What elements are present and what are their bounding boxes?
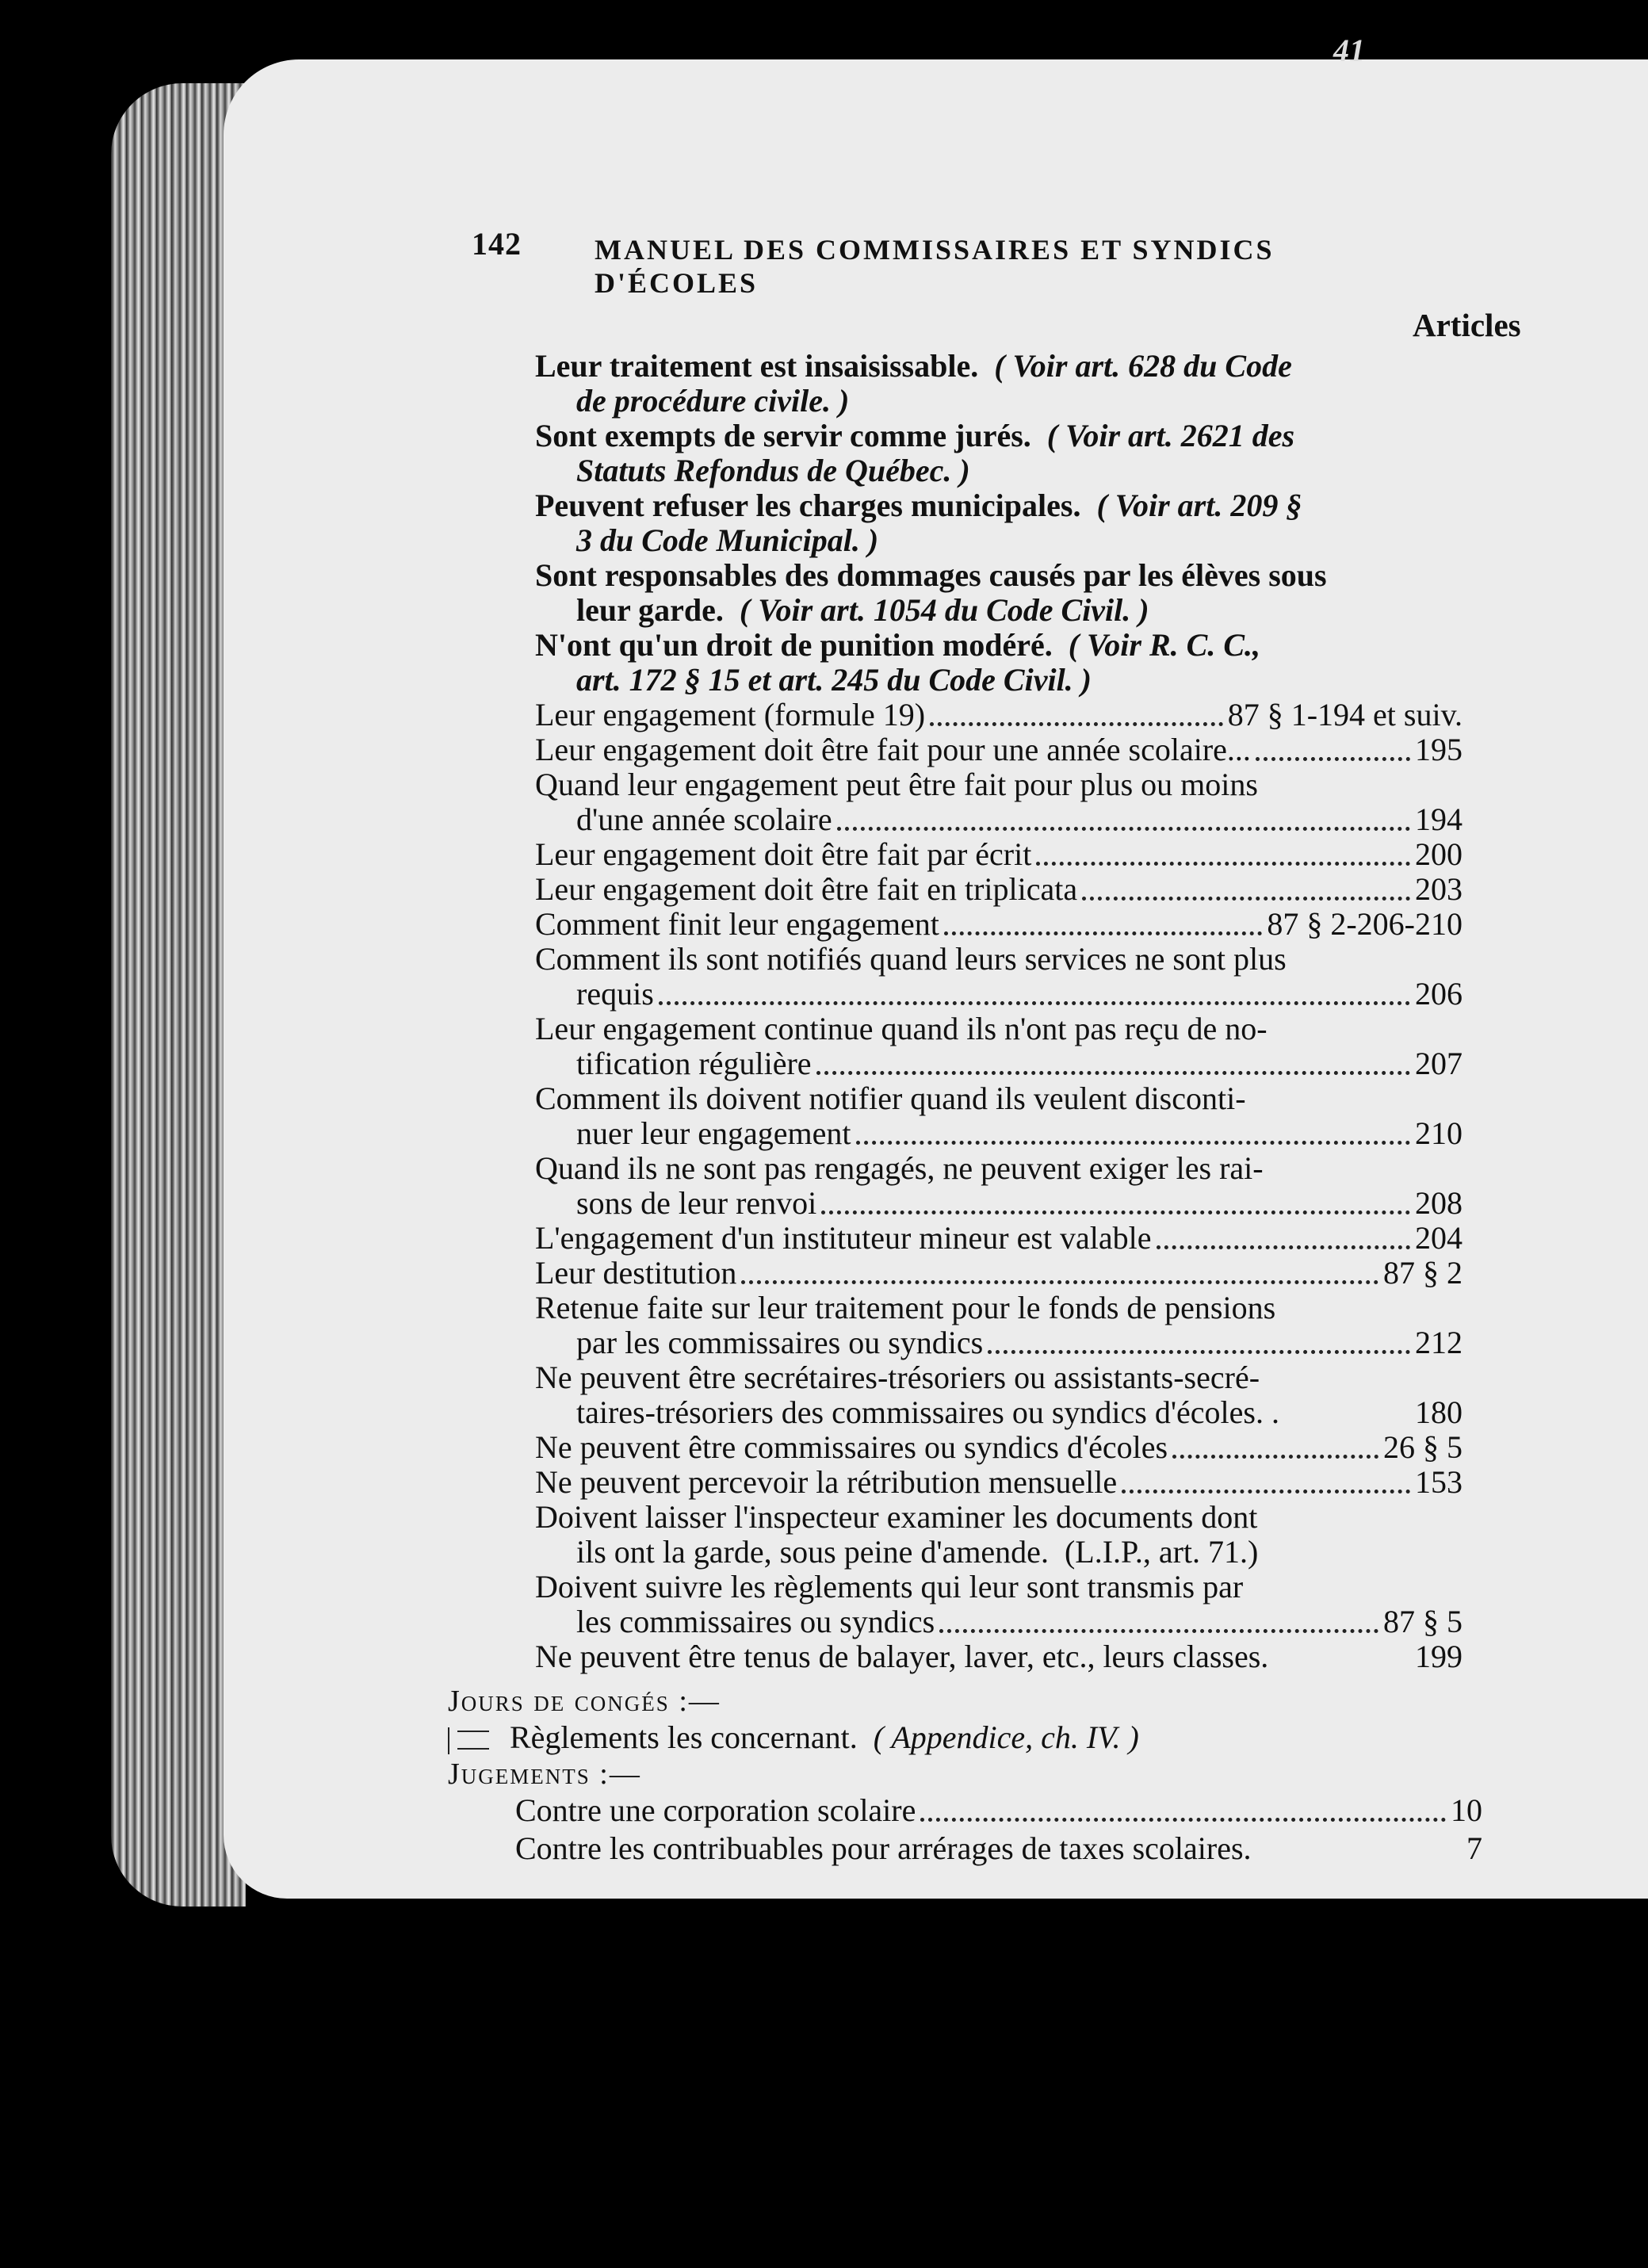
index-entry [535, 1639, 1463, 1674]
dot-leader [1036, 862, 1410, 866]
ditto-bracket [448, 1727, 497, 1754]
entry-text: Comment ils sont notifiés quand leurs services ne sont plus [535, 942, 1287, 977]
index-entry [535, 837, 1463, 872]
section-entry [515, 1831, 1482, 1866]
entry-text-continued: taires-trésoriers des commissaires ou syndics d'écoles. . [576, 1394, 1279, 1430]
entry-text: Comment ils doivent notifier quand ils veulent disconti- [535, 1081, 1246, 1116]
dot-leader [816, 1071, 1410, 1075]
entry-text-continued: nuer leur engagement [576, 1115, 851, 1151]
entry-ref: 206 [1415, 976, 1463, 1012]
entry-text: Contre une corporation scolaire [515, 1792, 916, 1828]
index-entry [535, 767, 1463, 837]
entry-ref: 203 [1415, 871, 1463, 907]
entry-text: Leur engagement continue quand ils n'ont pas reçu de no- [535, 1012, 1268, 1046]
dot-leader [1082, 897, 1410, 901]
entry-text-continued: sons de leur renvoi [576, 1185, 817, 1221]
entry-text: Leur destitution [535, 1255, 737, 1291]
entry-text: Contre les contribuables pour arrérages de taxes scolaires. [515, 1830, 1252, 1866]
entry-note-continued: art. 172 § 15 et art. 245 du Code Civil. ) [576, 663, 1092, 698]
entry-note: ( Voir art. 628 du Code [994, 349, 1292, 384]
entry-ref: 195 [1415, 732, 1463, 767]
index-entry [535, 1081, 1463, 1151]
index-entry [535, 907, 1463, 942]
entry-note: ( Appendice, ch. IV. ) [873, 1719, 1139, 1755]
entry-text: Quand ils ne sont pas rengagés, ne peuvent exiger les rai- [535, 1151, 1264, 1186]
entry-text-continued: d'une année scolaire [576, 801, 832, 837]
entry-ref: 153 [1415, 1464, 1463, 1500]
dot-leader [930, 722, 1223, 726]
entry-text: Ne peuvent être tenus de balayer, laver, etc., leurs classes. [535, 1639, 1269, 1674]
entry-ref: 87 § 2 [1383, 1255, 1463, 1291]
entry-ref: 212 [1415, 1325, 1463, 1360]
index-entry [535, 419, 1463, 488]
entry-text: Comment finit leur engagement [535, 906, 939, 942]
index-entry [535, 628, 1463, 698]
column-header-articles: Articles [1413, 307, 1521, 343]
index-entry [535, 732, 1463, 767]
entry-ref: 26 § 5 [1383, 1429, 1463, 1465]
entry-text: Sont exempts de servir comme jurés. [535, 419, 1031, 453]
entry-text: Leur engagement doit être fait par écrit [535, 836, 1032, 872]
dot-leader [920, 1818, 1446, 1822]
entry-ref: 180 [1415, 1394, 1463, 1430]
index-entry [535, 1151, 1463, 1221]
dot-leader [944, 931, 1262, 935]
entry-text-continued: leur garde. [576, 593, 724, 628]
entry-text: N'ont qu'un droit de punition modéré. [535, 628, 1053, 663]
entry-ref: 204 [1415, 1220, 1463, 1256]
dot-leader [1256, 757, 1410, 761]
section-entry [515, 1793, 1482, 1828]
entry-text: Doivent laisser l'inspecteur examiner les documents dont [535, 1500, 1258, 1535]
entry-ref: 207 [1415, 1046, 1463, 1081]
entry-note-continued: Statuts Refondus de Québec. ) [576, 453, 970, 488]
entry-text: Sont responsables des dommages causés par les élèves sous [535, 558, 1327, 593]
index-entry [535, 1012, 1463, 1081]
entry-ref: 10 [1451, 1792, 1482, 1828]
index-entry [535, 1430, 1463, 1465]
section-heading-jours-de-conges: Jours de congés :— [448, 1685, 721, 1718]
entry-ref: 87 § 5 [1383, 1604, 1463, 1639]
section-entry [448, 1720, 1415, 1755]
entry-ref: 87 § 2-206-210 [1267, 906, 1463, 942]
entry-text: Leur engagement (formule 19) [535, 697, 926, 732]
entry-text-continued: tification régulière [576, 1046, 812, 1081]
index-entry [535, 1291, 1463, 1360]
entry-note: ( Voir R. C. C., [1068, 628, 1261, 663]
entry-text: Ne peuvent être commissaires ou syndics d'écoles [535, 1429, 1168, 1465]
index-entry [535, 872, 1463, 907]
entry-text: Leur traitement est insaisissable. [535, 349, 979, 384]
dot-leader [1172, 1455, 1378, 1459]
index-entry [535, 1256, 1463, 1291]
corner-mark: 41 [1333, 33, 1365, 68]
dot-leader [837, 827, 1410, 831]
dot-leader [741, 1280, 1378, 1284]
entry-text: Retenue faite sur leur traitement pour le fonds de pensions [535, 1291, 1276, 1325]
entry-ref: 210 [1415, 1115, 1463, 1151]
entry-text-continued: ils ont la garde, sous peine d'amende. [576, 1535, 1049, 1570]
index-entry [535, 1360, 1463, 1430]
entry-text: Ne peuvent percevoir la rétribution mensuelle [535, 1464, 1118, 1500]
entry-ref: 7 [1466, 1830, 1482, 1866]
entry-text-continued: les commissaires ou syndics [576, 1604, 935, 1639]
dot-leader [821, 1210, 1410, 1214]
entry-text: Ne peuvent être secrétaires-trésoriers ou assistants-secré- [535, 1360, 1260, 1395]
dot-leader [659, 1001, 1410, 1005]
index-entry [535, 349, 1463, 419]
dot-leader [939, 1629, 1378, 1633]
entry-ref: 208 [1415, 1185, 1463, 1221]
entry-text: Règlements les concernant. [510, 1719, 858, 1755]
page-number: 142 [472, 226, 522, 262]
entry-ref: 200 [1415, 836, 1463, 872]
entry-text: Quand leur engagement peut être fait pour plus ou moins [535, 767, 1258, 802]
entry-note: ( Voir art. 209 § [1096, 488, 1302, 523]
index-entry [535, 558, 1463, 628]
entry-note: ( Voir art. 2621 des [1046, 419, 1295, 453]
index-entry [535, 1570, 1463, 1639]
index-entry [535, 488, 1463, 558]
entry-note-continued: 3 du Code Municipal. ) [576, 523, 879, 558]
entry-note: ( Voir art. 1054 du Code Civil. ) [739, 593, 1149, 628]
entry-text: L'engagement d'un instituteur mineur est valable [535, 1220, 1152, 1256]
index-entry [535, 1221, 1463, 1256]
index-entry [535, 698, 1463, 732]
entry-note-continued: de procédure civile. ) [576, 384, 850, 419]
entry-note: (L.I.P., art. 71.) [1064, 1535, 1259, 1570]
entry-ref: 87 § 1-194 et suiv. [1227, 697, 1463, 732]
dot-leader [1122, 1490, 1410, 1494]
entry-text: Leur engagement doit être fait pour une année scolaire... [535, 732, 1251, 767]
entry-text: Doivent suivre les règlements qui leur sont transmis par [535, 1570, 1244, 1604]
entry-text-continued: par les commissaires ou syndics [576, 1325, 984, 1360]
index-entry [535, 942, 1463, 1012]
entry-text: Leur engagement doit être fait en triplicata [535, 871, 1078, 907]
entry-ref: 194 [1415, 801, 1463, 837]
running-head: MANUEL DES COMMISSAIRES ET SYNDICS D'ÉCOLES [595, 234, 1275, 299]
entry-text-continued: requis [576, 976, 654, 1012]
index-entry [535, 1500, 1463, 1570]
dot-leader [856, 1141, 1410, 1145]
dot-leader [1157, 1245, 1410, 1249]
section-heading-jugements: Jugements :— [448, 1757, 641, 1791]
entry-text: Peuvent refuser les charges municipales. [535, 488, 1081, 523]
entry-ref: 199 [1415, 1639, 1463, 1674]
dot-leader [988, 1350, 1410, 1354]
index-entry [535, 1465, 1463, 1500]
